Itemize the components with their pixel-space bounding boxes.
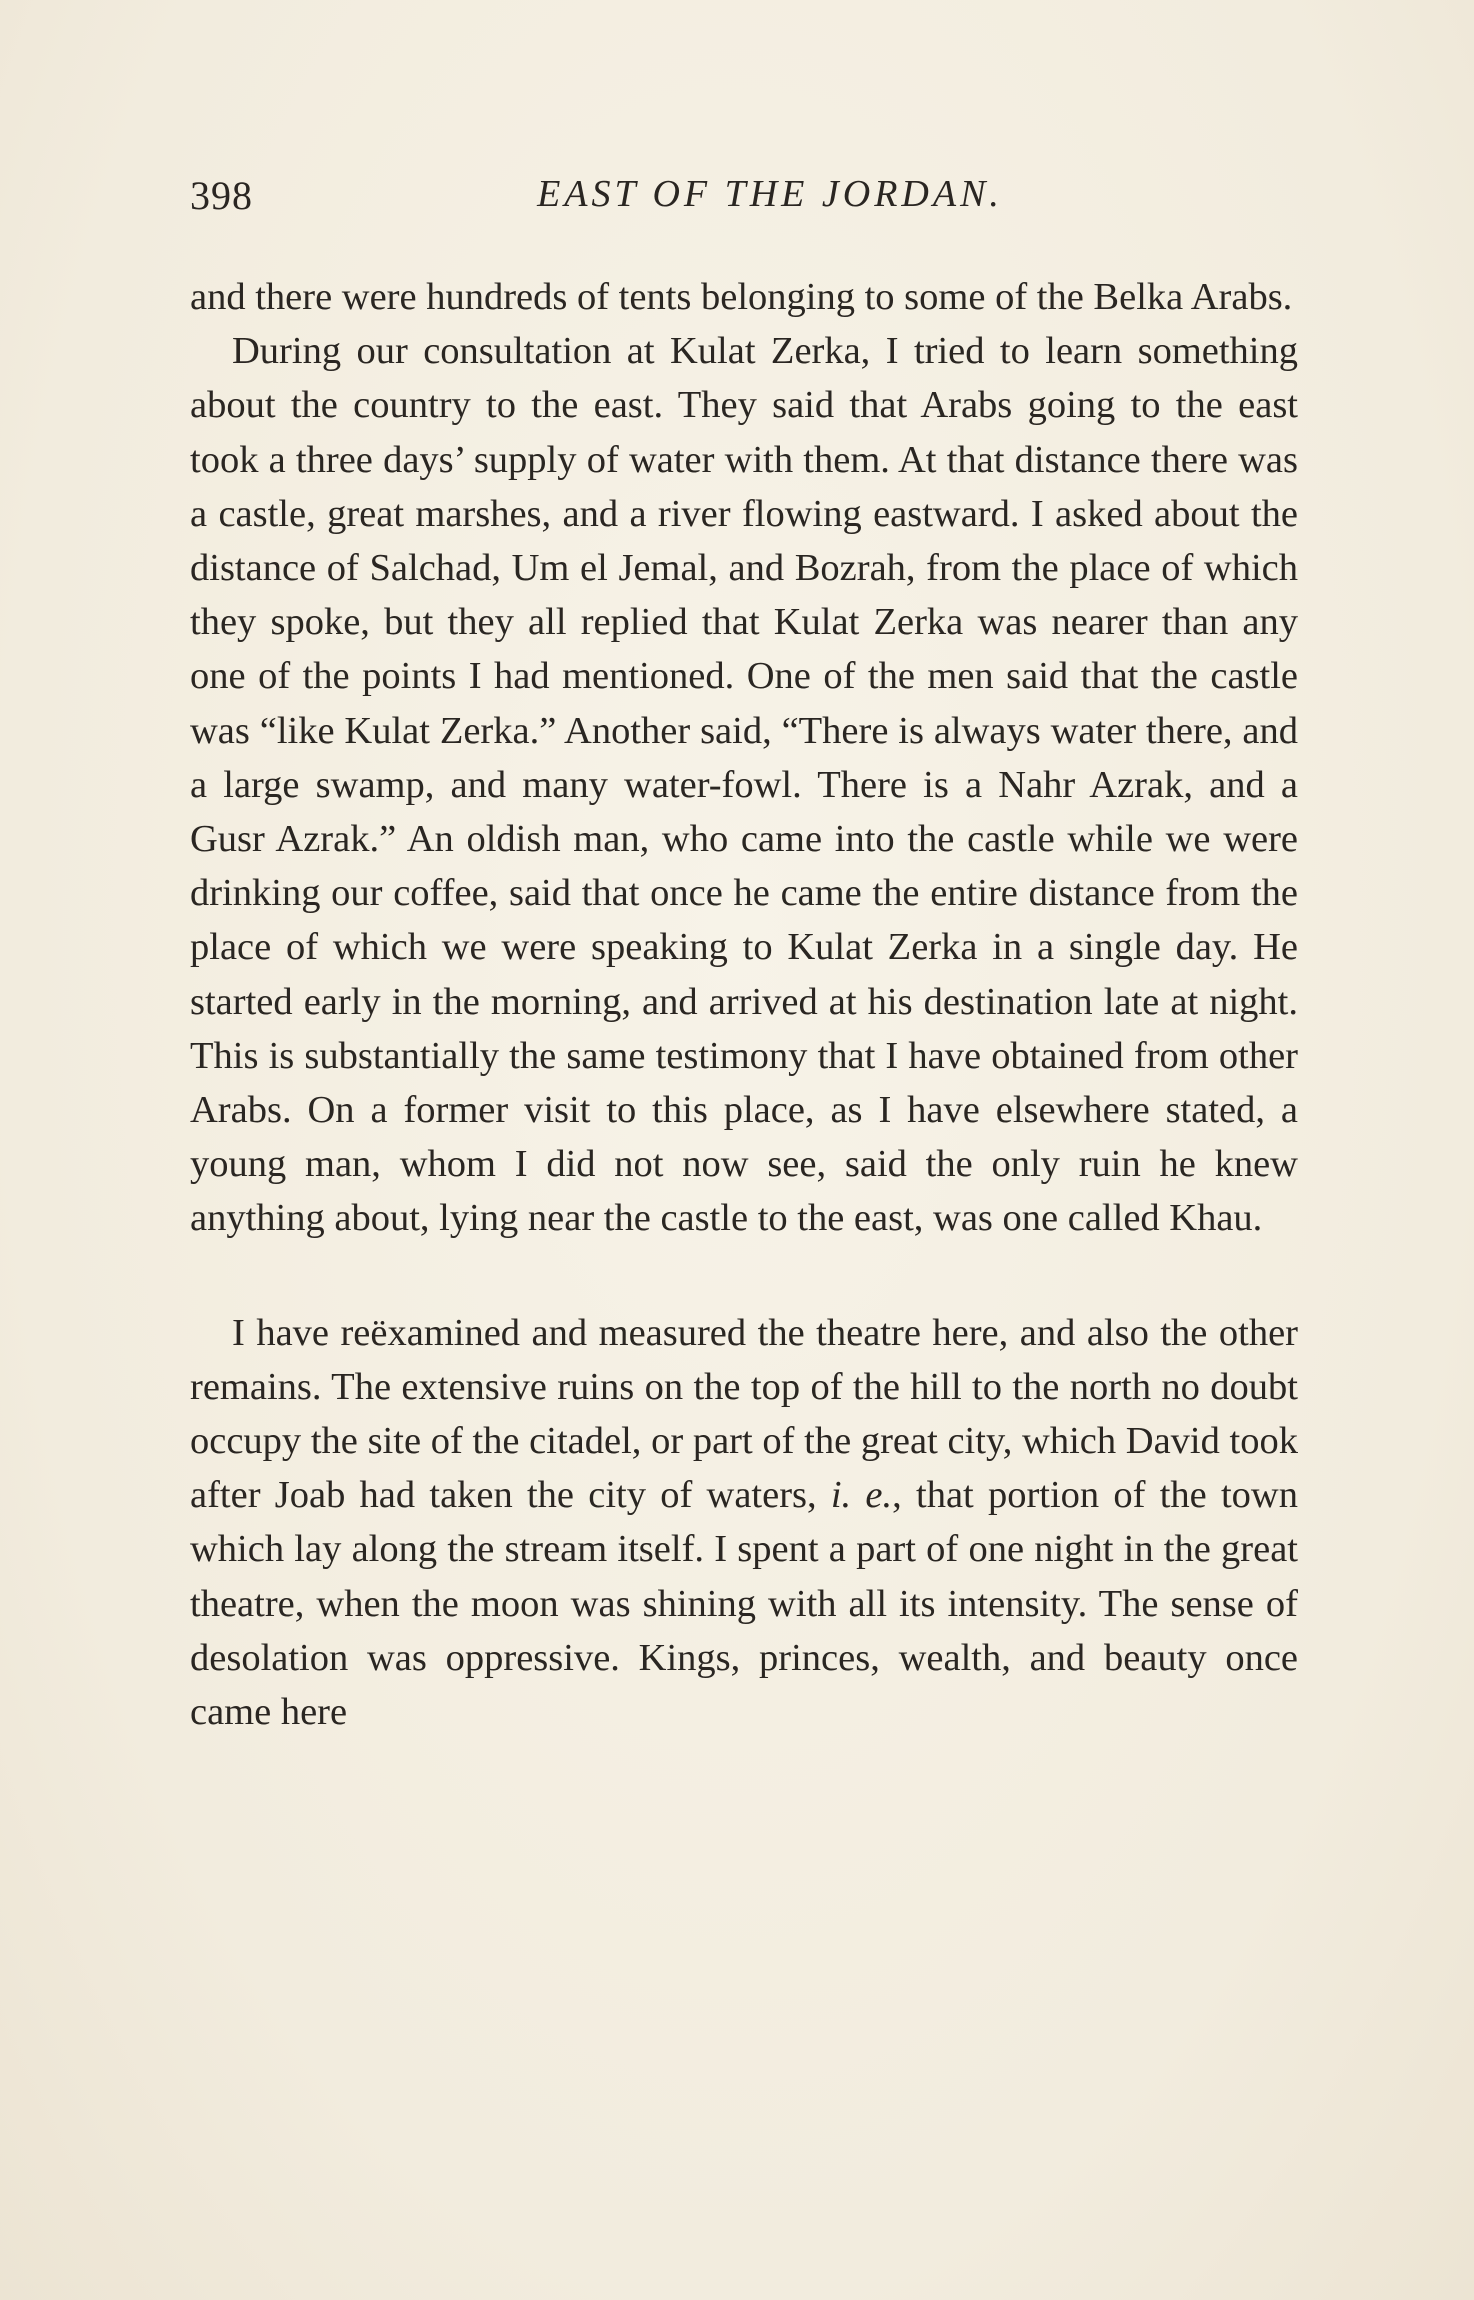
- running-head: EAST OF THE JORDAN.: [537, 173, 1003, 215]
- paragraph-theatre: [190, 1306, 1298, 1740]
- paragraph-theatre-part-1: I have reëxamined and measured the theatre here, and also the other remains. The extensive ruins on the top of the hill to the north no doubt occupy the site of the citadel, or part of the great city, which David took after Joab had taken the city of waters,: [190, 1311, 1298, 1517]
- paragraph-continuation: and there were hundreds of tents belonging to some of the Belka Arabs.: [190, 276, 1293, 318]
- page-number: 398: [190, 173, 253, 218]
- paragraph-theatre-part-2: , that portion of the town which lay along the stream itself. I spent a part of one night in the great theatre, when the moon was shining with all its intensity. The sense of desolation was oppressive. Kings, princes, wealth, and beauty once came here: [190, 1474, 1298, 1734]
- paragraph-consultation: During our consultation at Kulat Zerka, I tried to learn something about the country to the east. They said that Arabs going to the east took a three days’ supply of water with them. At that distance there was a castle, great marshes, and a river flowing eastward. I asked about the distance of Salchad, Um el Jemal, and Bozrah, from the place of which they spoke, but they all replied that Kulat Zerka was nearer than any one of the points I had mentioned. One of the men said that the castle was “like Kulat Zerka.” Another said, “There is always water there, and a large swamp, and many water-fowl. There is a Nahr Azrak, and a Gusr Azrak.” An oldish man, who came into the castle while we were drinking our coffee, said that once he came the entire distance from the place of which we were speaking to Kulat Zerka in a single day. He started early in the morning, and arrived at his destination late at night. This is substantially the same testimony that I have obtained from other Arabs. On a former visit to this place, as I have elsewhere stated, a young man, whom I did not now see, said the only ruin he knew anything about, lying near the castle to the east, was one called Khau.: [190, 330, 1298, 1240]
- body-text: [190, 270, 1298, 1739]
- page-header: [190, 172, 1298, 232]
- section-gap: [190, 1246, 1298, 1306]
- italic-ie: i. e.: [830, 1474, 893, 1517]
